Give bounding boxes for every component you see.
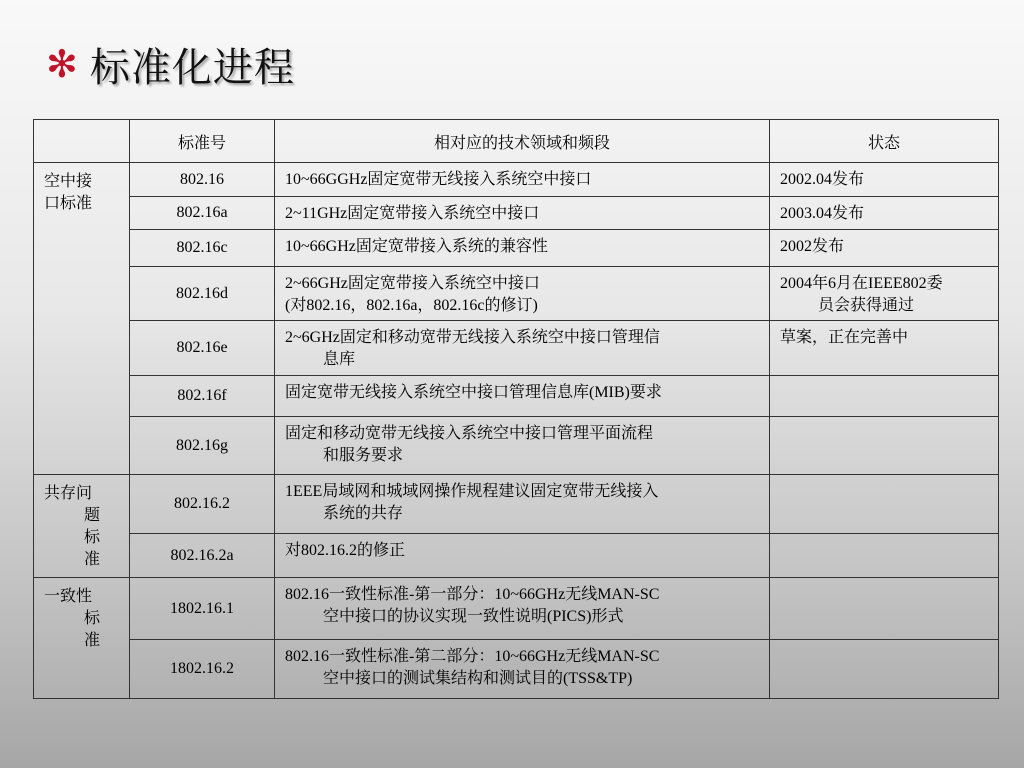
group-cell-coexistence: 共存问 题 标 准 (34, 475, 130, 578)
group-cell-air-interface: 空中接 口标准 (34, 163, 130, 475)
table-row (34, 197, 999, 230)
table-row (34, 534, 999, 578)
description-cell: 1EEE局域网和城域网操作规程建议固定宽带无线接入 系统的共存 (275, 475, 770, 534)
title-text: 标准化进程 (89, 44, 295, 91)
header-cell-description: 相对应的技术领域和频段 (275, 120, 770, 163)
table-header-row (34, 120, 999, 163)
table-row (34, 321, 999, 376)
table-row (34, 163, 999, 197)
header-cell-status: 状态 (770, 120, 999, 163)
status-cell: 2003.04发布 (770, 197, 999, 230)
status-cell: 2002.04发布 (770, 163, 999, 197)
table-row (34, 640, 999, 699)
description-cell: 固定和移动宽带无线接入系统空中接口管理平面流程 和服务要求 (275, 417, 770, 475)
description-cell: 2~6GHz固定和移动宽带无线接入系统空中接口管理信 息库 (275, 321, 770, 376)
standard-number: 802.16g (130, 417, 275, 475)
description-cell: 对802.16.2的修正 (275, 534, 770, 578)
status-cell (770, 578, 999, 640)
standard-number: 802.16.2 (130, 475, 275, 534)
status-cell (770, 475, 999, 534)
header-cell-standard: 标准号 (130, 120, 275, 163)
status-cell: 2004年6月在IEEE802委 员会获得通过 (770, 267, 999, 321)
group-cell-conformance: 一致性 标 准 (34, 578, 130, 699)
table-row (34, 417, 999, 475)
description-cell: 10~66GHz固定宽带接入系统的兼容性 (275, 230, 770, 267)
table-row (34, 267, 999, 321)
asterisk-bullet-icon: ✻ (46, 42, 78, 86)
standard-number: 802.16 (130, 163, 275, 197)
standard-number: 802.16a (130, 197, 275, 230)
description-cell: 10~66GGHz固定宽带无线接入系统空中接口 (275, 163, 770, 197)
description-cell: 802.16一致性标准-第一部分：10~66GHz无线MAN-SC 空中接口的协议实现一致性说明(PICS)形式 (275, 578, 770, 640)
status-cell (770, 640, 999, 699)
status-cell: 草案，正在完善中 (770, 321, 999, 376)
standard-number: 1802.16.2 (130, 640, 275, 699)
description-cell: 2~11GHz固定宽带接入系统空中接口 (275, 197, 770, 230)
standard-number: 802.16e (130, 321, 275, 376)
description-cell: 802.16一致性标准-第二部分：10~66GHz无线MAN-SC 空中接口的测试集结构和测试目的(TSS&TP) (275, 640, 770, 699)
status-cell (770, 534, 999, 578)
table-row (34, 578, 999, 640)
standard-number: 802.16d (130, 267, 275, 321)
table-row (34, 230, 999, 267)
standard-number: 802.16.2a (130, 534, 275, 578)
standard-number: 802.16c (130, 230, 275, 267)
status-cell: 2002发布 (770, 230, 999, 267)
table-row (34, 376, 999, 417)
status-cell (770, 376, 999, 417)
header-cell-group (34, 120, 130, 163)
table-row (34, 475, 999, 534)
standard-number: 1802.16.1 (130, 578, 275, 640)
description-cell: 2~66GHz固定宽带接入系统空中接口 (对802.16，802.16a，802.16c的修订) (275, 267, 770, 321)
standards-table (33, 119, 999, 699)
description-cell: 固定宽带无线接入系统空中接口管理信息库(MIB)要求 (275, 376, 770, 417)
slide-title (46, 34, 295, 94)
status-cell (770, 417, 999, 475)
standard-number: 802.16f (130, 376, 275, 417)
